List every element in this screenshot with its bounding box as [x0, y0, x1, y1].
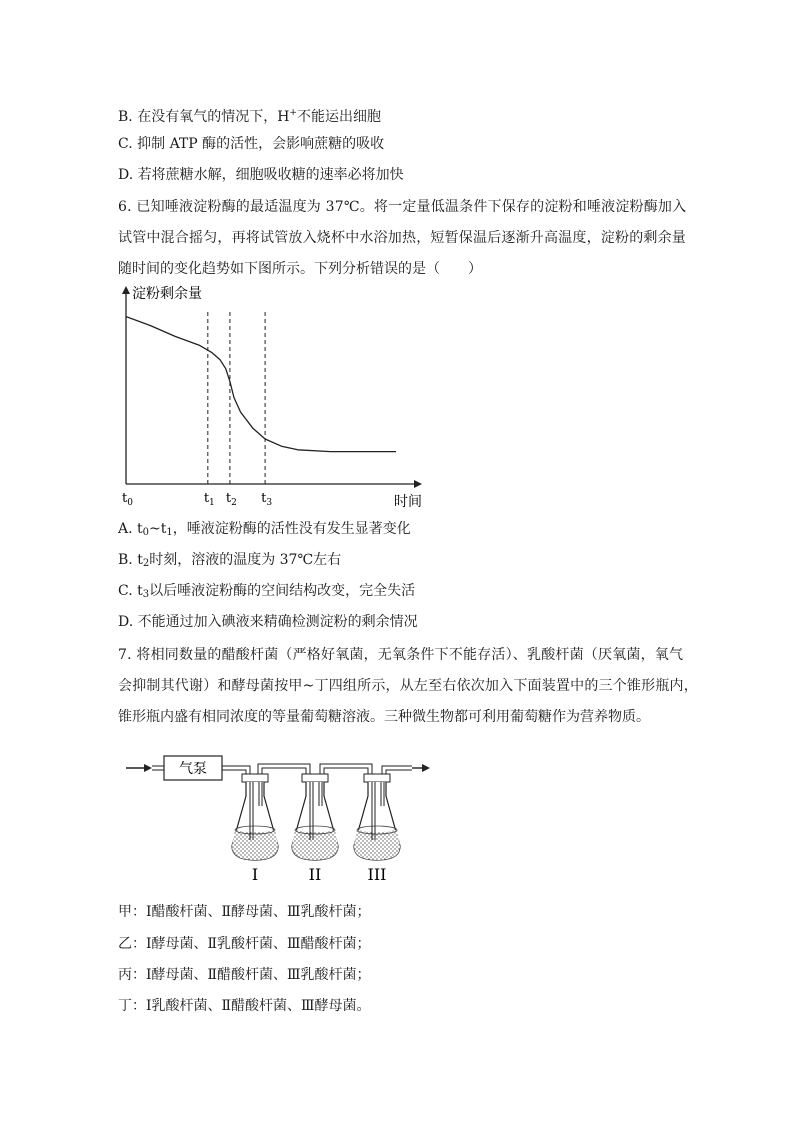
q7-group-yi: 乙：Ⅰ酵母菌、Ⅱ乳酸杆菌、Ⅲ醋酸杆菌； [118, 936, 371, 952]
q7-stem-line2: 会抑制其代谢）和酵母菌按甲~丁四组所示，从左至右依次加入下面装置中的三个锥形瓶内， [118, 678, 698, 694]
series-line-0 [126, 317, 396, 452]
q6-option-b-pre: B. t [118, 552, 143, 568]
q6-option-b-sub: 2 [142, 558, 150, 569]
q6-option-b-rest: 时刻，溶液的温度为 37℃左右 [149, 552, 342, 568]
inlet-arrow [126, 764, 164, 772]
fermentation-apparatus-diagram [122, 748, 442, 888]
x-axis-label: 时间 [394, 494, 422, 509]
q6-option-a-pre: A. t [118, 521, 143, 537]
q6-stem-line3: 随时间的变化趋势如下图所示。下列分析错误的是（ ） [118, 261, 482, 277]
q5-option-d: D. 若将蔗糖水解，细胞吸收糖的速率必将加快 [118, 167, 404, 183]
q5-option-c: C. 抑制 ATP 酶的活性，会影响蔗糖的吸收 [118, 136, 385, 152]
q7-group-ding: 丁：Ⅰ乳酸杆菌、Ⅱ醋酸杆菌、Ⅲ酵母菌。 [118, 998, 371, 1014]
x-tick-label-0: $t_0$ [122, 491, 133, 508]
air-pump-label: 气泵 [179, 761, 207, 777]
q7-stem-line1: 7. 将相同数量的醋酸杆菌（严格好氧菌，无氧条件下不能存活）、乳酸杆菌（厌氧菌，氧气 [118, 647, 684, 663]
q5-option-b-text: B. 在没有氧气的情况下，H [118, 109, 290, 125]
q6-option-d: D. 不能通过加入碘液来精确检测淀粉的剩余情况 [118, 614, 418, 630]
x-axis-arrow [414, 480, 422, 488]
q6-option-c-pre: C. t [118, 583, 143, 599]
flask-label-2: II [308, 865, 322, 884]
q6-stem-line1: 6. 已知唾液淀粉酶的最适温度为 37℃。将一定量低温条件下保存的淀粉和唾液淀粉酶加入 [118, 199, 687, 215]
x-tick-label-3: $t_3$ [261, 491, 273, 508]
q6-option-a-sub1: 1 [166, 527, 173, 538]
x-tick-label-2: $t_2$ [225, 491, 237, 508]
air-pump [164, 756, 222, 780]
q7-group-bing: 丙：Ⅰ酵母菌、Ⅱ醋酸杆菌、Ⅲ乳酸杆菌； [118, 967, 371, 983]
q6-option-b [118, 551, 341, 573]
flask-label-1: I [251, 865, 259, 884]
q6-option-a-mid: ~t [149, 521, 167, 537]
starch-remaining-chart [112, 284, 432, 509]
flask-label-3: III [367, 865, 387, 884]
flask-1 [232, 774, 278, 860]
q7-group-jia: 甲：Ⅰ醋酸杆菌、Ⅱ酵母菌、Ⅲ乳酸杆菌； [118, 904, 371, 920]
q6-option-a [118, 520, 411, 542]
q7-stem-line3: 锥形瓶内盛有相同浓度的等量葡萄糖溶液。三种微生物都可利用葡萄糖作为营养物质。 [118, 709, 650, 725]
q5-option-b-rest: 不能运出细胞 [296, 109, 381, 125]
x-tick-label-1: $t_1$ [203, 491, 215, 508]
q5-option-b [118, 104, 381, 126]
q6-option-c [118, 582, 415, 604]
q6-option-c-rest: 以后唾液淀粉酶的空间结构改变，完全失活 [149, 583, 416, 599]
q5-option-b-sup: + [289, 108, 297, 118]
q6-option-a-rest: ，唾液淀粉酶的活性没有发生显著变化 [172, 521, 411, 537]
q6-option-c-sub: 3 [142, 589, 150, 600]
q6-stem-line2: 试管中混合摇匀，再将试管放入烧杯中水浴加热，短暂保温后逐渐升高温度，淀粉的剩余量 [118, 230, 686, 246]
q6-option-a-sub0: 0 [142, 527, 150, 538]
y-axis-arrow [122, 286, 130, 294]
outlet-arrow [412, 764, 430, 772]
flask-3 [354, 774, 400, 860]
y-axis-label: 淀粉剩余量 [132, 286, 202, 302]
flask-2 [292, 774, 338, 860]
